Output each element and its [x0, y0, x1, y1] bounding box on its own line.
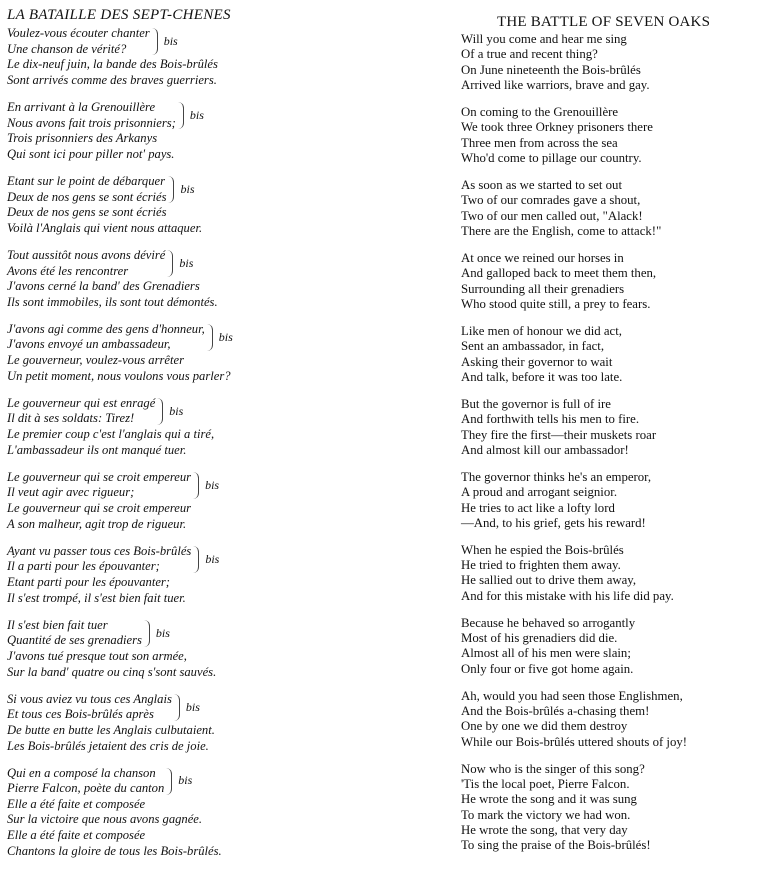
verse-line: And for this mistake with his life did pay.	[461, 588, 674, 603]
verse-line: When he espied the Bois-brûlés	[461, 542, 624, 557]
repeated-couplet	[7, 396, 427, 427]
brace-mark	[144, 620, 150, 647]
french-stanza	[7, 692, 427, 754]
verse-line: But the governor is full of ire	[461, 396, 611, 411]
verse-line: Most of his grenadiers did die.	[461, 631, 618, 646]
verse-line: Un petit moment, nous voulons vous parler?	[7, 368, 231, 383]
verse-line: Ah, would you had seen those Englishmen,	[461, 688, 683, 703]
verse-line: Will you come and hear me sing	[461, 32, 627, 46]
verse-line: Le dix-neuf juin, la bande des Bois-brûlés	[7, 57, 218, 72]
verse-line: Sur la band' quatre ou cinq s'sont sauvés.	[7, 664, 217, 679]
verse-line: Il a parti pour les épouvanter;	[7, 559, 160, 574]
verse-line: Il s'est trompé, il s'est bien fait tuer.	[7, 590, 186, 605]
verse-line: 'Tis the local poet, Pierre Falcon.	[461, 777, 630, 792]
verse-line: Who'd come to pillage our country.	[461, 150, 642, 165]
english-stanza	[461, 543, 766, 604]
repeated-couplet	[7, 470, 427, 501]
verse-line: Asking their governor to wait	[461, 354, 613, 369]
repeated-couplet	[7, 692, 427, 723]
verse-line: To mark the victory we had won.	[461, 807, 631, 822]
french-stanza	[7, 248, 427, 310]
bis-label: bis	[163, 33, 178, 48]
verse-line: And galloped back to meet them then,	[461, 266, 657, 281]
repeated-couplet	[7, 26, 427, 57]
couplet-lines	[7, 766, 164, 797]
verse-line: En arrivant à la Grenouillère	[7, 99, 156, 114]
verse-line: Because he behaved so arrogantly	[461, 615, 636, 630]
bis-label: bis	[155, 625, 170, 640]
verse-line: He tried to frighten them away.	[461, 558, 621, 573]
verse-line: Si vous aviez vu tous ces Anglais	[7, 691, 172, 706]
verse-line: Pierre Falcon, poète du canton	[7, 781, 165, 796]
bis-label: bis	[205, 477, 220, 492]
verse-line: Deux de nos gens se sont écriés	[7, 205, 167, 220]
repeated-couplet	[7, 248, 427, 279]
french-stanza	[7, 470, 427, 532]
english-stanza	[461, 689, 766, 750]
verse-line: J'avons agi comme des gens d'honneur,	[7, 321, 205, 336]
verse-line: On June nineteenth the Bois-brûlés	[461, 62, 641, 77]
verse-line: Il s'est bien fait tuer	[7, 617, 108, 632]
verse-line: A son malheur, agit trop de rigueur.	[7, 516, 187, 531]
couplet-lines	[7, 618, 142, 649]
verse-line: Voilà l'Anglais qui vient nous attaquer.	[7, 220, 203, 235]
french-stanzas	[7, 26, 427, 859]
verse-line: Who stood quite still, a prey to fears.	[461, 296, 651, 311]
brace-mark	[174, 694, 180, 721]
verse-line: Une chanson de vérité?	[7, 41, 127, 56]
verse-line: There are the English, come to attack!"	[461, 223, 662, 238]
english-stanza	[461, 616, 766, 677]
verse-line: Deux de nos gens se sont écriés	[7, 189, 167, 204]
english-stanza	[461, 105, 766, 166]
verse-line: He sallied out to drive them away,	[461, 573, 637, 588]
verse-line: As soon as we started to set out	[461, 177, 623, 192]
couplet-lines	[7, 396, 155, 427]
couplet-lines	[7, 322, 205, 353]
french-stanza	[7, 766, 427, 860]
verse-line: He tries to act like a lofty lord	[461, 500, 615, 515]
verse-line: Trois prisonniers des Arkanys	[7, 131, 158, 146]
verse-line: J'avons tué presque tout son armée,	[7, 648, 187, 663]
verse-line: A proud and arrogant seignior.	[461, 485, 618, 500]
couplet-lines	[7, 692, 172, 723]
verse-line: Avons été les rencontrer	[7, 263, 129, 278]
verse-line: Two of our men called out, "Alack!	[461, 208, 643, 223]
bis-label: bis	[178, 773, 193, 788]
verse-line: Almost all of his men were slain;	[461, 646, 631, 661]
verse-line: Surrounding all their grenadiers	[461, 281, 625, 296]
verse-line: The governor thinks he's an emperor,	[461, 469, 652, 484]
verse-line: While our Bois-brûlés uttered shouts of joy!	[461, 734, 688, 749]
verse-line: Tout aussitôt nous avons déviré	[7, 247, 166, 262]
english-stanza	[461, 32, 766, 93]
verse-line: One by one we did them destroy	[461, 719, 628, 734]
repeated-couplet	[7, 618, 427, 649]
verse-line: Le premier coup c'est l'anglais qui a tiré,	[7, 427, 215, 442]
verse-line: And talk, before it was too late.	[461, 369, 623, 384]
couplet-lines	[7, 100, 176, 131]
english-stanza	[461, 397, 766, 458]
verse-line: Sont arrivés comme des braves guerriers.	[7, 72, 217, 87]
english-stanza	[461, 178, 766, 239]
english-column	[461, 13, 766, 865]
english-stanza	[461, 251, 766, 312]
verse-line: On coming to the Grenouillère	[461, 104, 619, 119]
verse-line: Qui en a composé la chanson	[7, 765, 156, 780]
verse-line: Only four or five got home again.	[461, 661, 634, 676]
french-stanza	[7, 174, 427, 236]
couplet-lines	[7, 544, 191, 575]
verse-line: And the Bois-brûlés a-chasing them!	[461, 704, 650, 719]
repeated-couplet	[7, 544, 427, 575]
verse-line: Ayant vu passer tous ces Bois-brûlés	[7, 543, 192, 558]
verse-line: Three men from across the sea	[461, 135, 618, 150]
verse-line: And almost kill our ambassador!	[461, 442, 629, 457]
verse-line: Le gouverneur qui se croit empereur	[7, 469, 192, 484]
verse-line: At once we reined our horses in	[461, 250, 624, 265]
brace-mark	[178, 102, 184, 129]
verse-line: Two of our comrades gave a shout,	[461, 193, 641, 208]
english-stanza	[461, 470, 766, 531]
verse-line: Chantons la gloire de tous les Bois-brûlés.	[7, 843, 222, 858]
french-column	[7, 6, 427, 871]
verse-line: Arrived like warriors, brave and gay.	[461, 77, 650, 92]
brace-mark	[152, 28, 158, 55]
verse-line: Sur la victoire que nous avons gagnée.	[7, 812, 203, 827]
french-stanza	[7, 26, 427, 88]
brace-mark	[193, 472, 199, 499]
verse-line: Voulez-vous écouter chanter	[7, 26, 150, 40]
french-stanza	[7, 322, 427, 384]
english-stanzas	[461, 32, 766, 854]
verse-line: He wrote the song and it was sung	[461, 792, 637, 807]
repeated-couplet	[7, 174, 427, 205]
verse-line: De butte en butte les Anglais culbutaient.	[7, 722, 215, 737]
bis-label: bis	[189, 107, 204, 122]
verse-line: Elle a été faite et composée	[7, 828, 146, 843]
english-title: THE BATTLE OF SEVEN OAKS	[497, 14, 711, 30]
verse-line: They fire the first—their muskets roar	[461, 427, 657, 442]
verse-line: Le gouverneur, voulez-vous arrêter	[7, 353, 184, 368]
brace-mark	[168, 176, 174, 203]
verse-line: Le gouverneur qui est enragé	[7, 395, 156, 410]
repeated-couplet	[7, 766, 427, 797]
verse-line: Il veut agir avec rigueur;	[7, 485, 135, 500]
couplet-lines	[7, 470, 191, 501]
brace-mark	[157, 398, 163, 425]
verse-line: Sent an ambassador, in fact,	[461, 339, 605, 354]
french-title: LA BATAILLE DES SEPT-CHENES	[7, 7, 231, 23]
bis-label: bis	[205, 551, 220, 566]
verse-line: Nous avons fait trois prisonniers;	[7, 115, 176, 130]
verse-line: Of a true and recent thing?	[461, 47, 598, 62]
verse-line: Etant parti pour les épouvanter;	[7, 574, 170, 589]
bis-label: bis	[169, 403, 184, 418]
verse-line: Elle a été faite et composée	[7, 796, 146, 811]
english-stanza	[461, 762, 766, 854]
verse-line: Et tous ces Bois-brûlés après	[7, 707, 154, 722]
bis-label: bis	[180, 181, 195, 196]
verse-line: —And, to his grief, gets his reward!	[461, 515, 646, 530]
couplet-lines	[7, 174, 166, 205]
french-stanza	[7, 544, 427, 606]
verse-line: Ils sont immobiles, ils sont tout démontés.	[7, 294, 218, 309]
verse-line: He wrote the song, that very day	[461, 823, 628, 838]
brace-mark	[167, 250, 173, 277]
french-stanza	[7, 396, 427, 458]
verse-line: Le gouverneur qui se croit empereur	[7, 501, 192, 515]
repeated-couplet	[7, 322, 427, 353]
couplet-lines	[7, 26, 150, 57]
verse-line: Qui sont ici pour piller not' pays.	[7, 146, 175, 161]
verse-line: And forthwith tells his men to fire.	[461, 412, 640, 427]
verse-line: L'ambassadeur ils ont manqué tuer.	[7, 442, 187, 457]
bis-label: bis	[179, 255, 194, 270]
verse-line: Like men of honour we did act,	[461, 323, 622, 338]
verse-line: Les Bois-brûlés jetaient des cris de joie.	[7, 738, 209, 753]
verse-line: Etant sur le point de débarquer	[7, 173, 165, 188]
french-stanza	[7, 100, 427, 162]
french-stanza	[7, 618, 427, 680]
verse-line: J'avons envoyé un ambassadeur,	[7, 337, 171, 352]
verse-line: Now who is the singer of this song?	[461, 761, 645, 776]
verse-line: Il dit à ses soldats: Tirez!	[7, 411, 135, 426]
brace-mark	[207, 324, 213, 351]
verse-line: To sing the praise of the Bois-brûlés!	[461, 838, 651, 853]
verse-line: Quantité de ses grenadiers	[7, 633, 142, 648]
verse-line: We took three Orkney prisoners there	[461, 120, 653, 135]
verse-line: J'avons cerné la band' des Grenadiers	[7, 279, 200, 294]
bis-label: bis	[218, 329, 233, 344]
english-stanza	[461, 324, 766, 385]
brace-mark	[193, 546, 199, 573]
couplet-lines	[7, 248, 165, 279]
brace-mark	[166, 768, 172, 795]
repeated-couplet	[7, 100, 427, 131]
bis-label: bis	[185, 699, 200, 714]
